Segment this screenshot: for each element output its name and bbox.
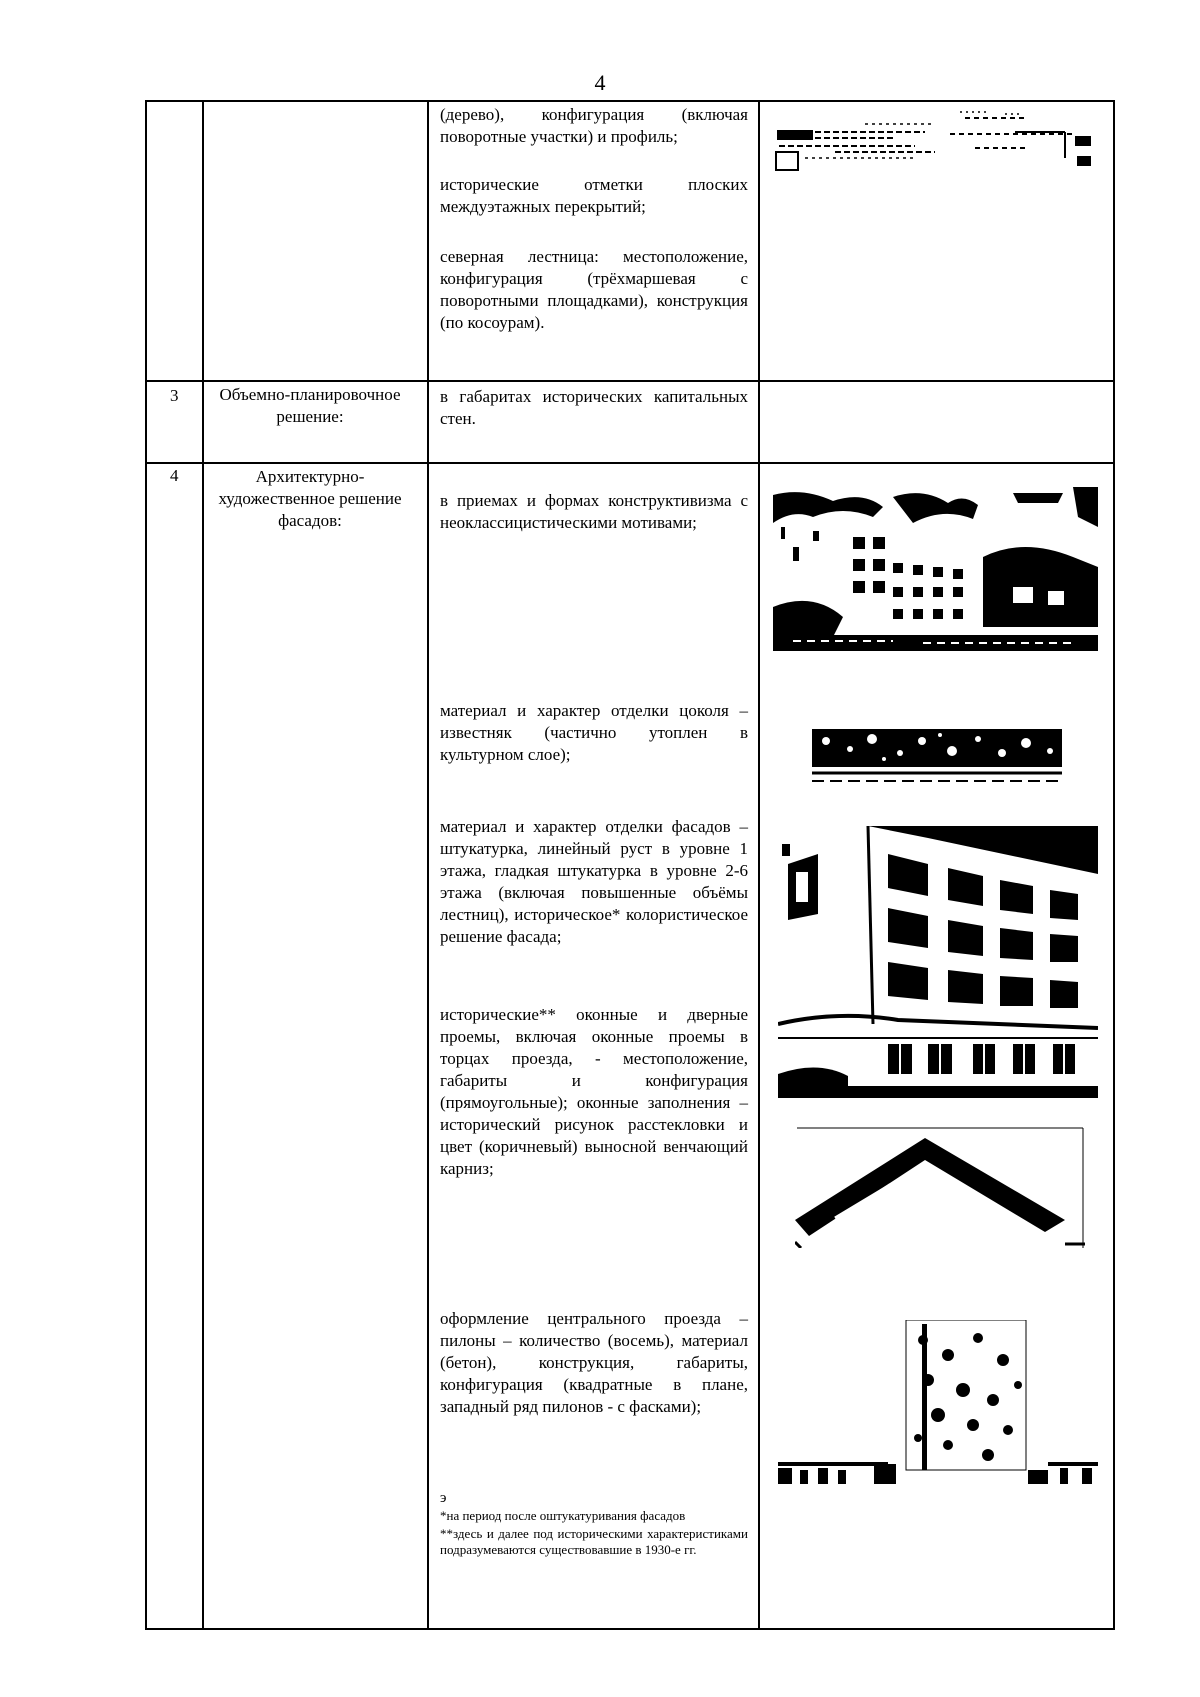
- feature-text: (дерево), конфигурация (включая поворотные участки) и профиль;: [440, 105, 748, 146]
- footnote: **здесь и далее под историческими характеристиками подразумеваются существовавшие в 1930-е гг.: [440, 1526, 748, 1557]
- staircase-drawing: [775, 108, 1095, 174]
- feature-text: материал и характер отделки цоколя – известняк (частично утоплен в культурном слое);: [440, 701, 748, 764]
- facade-photo: [778, 824, 1098, 1098]
- feature-text: в габаритах исторических капитальных стен.: [440, 387, 748, 428]
- plinth-photo: [812, 727, 1062, 785]
- cornice-photo: [795, 1124, 1085, 1248]
- row-number: 4: [170, 466, 179, 485]
- row-number: 3: [170, 386, 179, 405]
- row-separator-1: [145, 380, 1115, 382]
- row-name: Объемно-планировочное решение:: [219, 385, 401, 426]
- feature-text: в приемах и формах конструктивизма с неоклассицистическими мотивами;: [440, 491, 748, 532]
- feature-text: исторические** оконные и дверные проемы, включая оконные проемы в торцах проезда, - местоположение, габариты и конфигурация (прямоугольные); оконные заполнения – исторический рисунок расстекловки и цвет (коричневый) выносной венчающий карниз;: [440, 1005, 748, 1178]
- table-divider-3: [758, 100, 760, 1630]
- row-separator-2: [145, 462, 1115, 464]
- footnote-mark: э: [440, 1490, 447, 1506]
- footnote: *на период после оштукатуривания фасадов: [440, 1508, 686, 1523]
- row-name: Архитектурно-художественное решение фасадов:: [218, 467, 402, 530]
- pylon-photo: [778, 1320, 1098, 1486]
- table-border-left: [145, 100, 147, 1630]
- feature-text: северная лестница: местоположение, конфигурация (трёхмаршевая с поворотными площадками), конструкция (по косоурам).: [440, 247, 748, 332]
- feature-text: исторические отметки плоских междуэтажных перекрытий;: [440, 175, 748, 216]
- table-divider-1: [202, 100, 204, 1630]
- page-number: 4: [594, 70, 606, 95]
- table-border-bottom: [145, 1628, 1115, 1630]
- table-divider-2: [427, 100, 429, 1630]
- feature-text: материал и характер отделки фасадов – штукатурка, линейный руст в уровне 1 этажа, гладкая штукатурка в уровне 2-6 этажа (включая повышенные объёмы лестниц), историческое* колористическое решение фасада;: [440, 817, 748, 946]
- feature-text: оформление центрального проезда – пилоны – количество (восемь), материал (бетон), конструкция, габариты, конфигурация (квадратные в плане, западный ряд пилонов - с фасками);: [440, 1309, 748, 1416]
- building-photo: [773, 487, 1098, 651]
- table-border-top: [145, 100, 1115, 102]
- table-border-right: [1113, 100, 1115, 1630]
